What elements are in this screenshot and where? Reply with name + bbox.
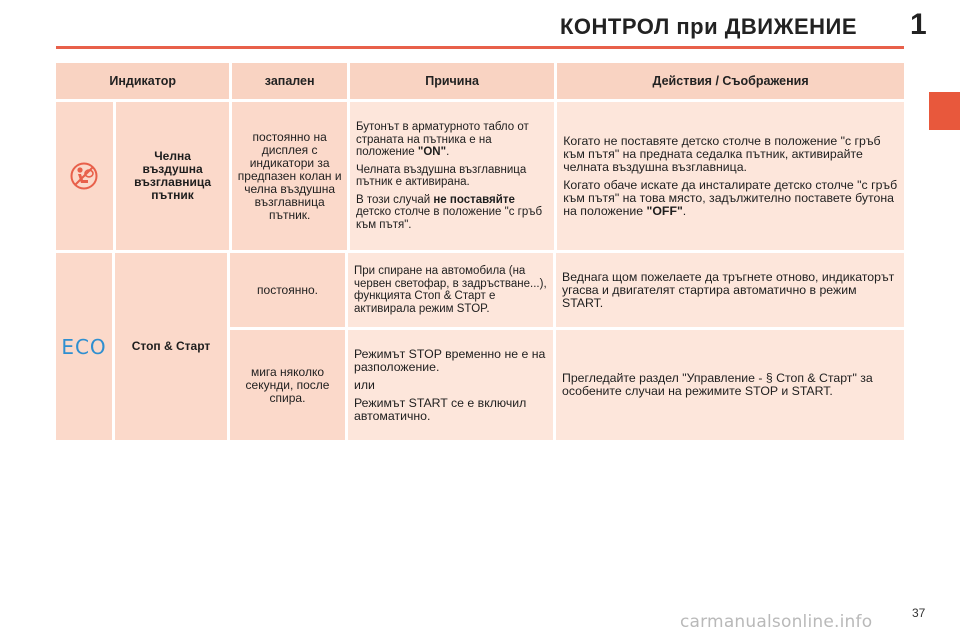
stopstart-cause-1: [348, 253, 553, 327]
airbag-cause-p1: Бутонът в арматурното табло от страната на пътника е на положение: [355, 121, 529, 158]
page-number: 37: [912, 606, 926, 620]
col-header-indicator: Индикатор: [56, 63, 229, 99]
stopstart-name: [115, 253, 227, 440]
airbag-name-line-3: възглавница: [134, 175, 212, 189]
airbag-action-p1: Когато не поставяте детско столче в положение "с гръб към пътя" на предната седалка пътник, активирайте челната въздушна възглавница.: [563, 133, 881, 174]
col-header-action: Действия / Съображения: [557, 63, 904, 99]
table-header-row: [56, 63, 904, 99]
stopstart-name-text: Стоп & Старт: [131, 339, 211, 353]
airbag-cause-p2: Челната въздушна възглавница пътник е активирана.: [355, 163, 527, 188]
airbag-cause: [350, 102, 554, 250]
airbag-name: [116, 102, 230, 250]
stopstart-action-1-text: Веднага щом пожелаете да тръгнете отново, индикаторът угасва и двигателят стартира автоматично в режим START.: [562, 269, 895, 310]
table-row-stopstart: [56, 253, 904, 440]
stopstart-cause-2-p3: Режимът START се е включил автоматично.: [354, 395, 527, 423]
airbag-lit-text: постоянно на дисплея с индикатори за предпазен колан и челна въздушна възглавница пътник.: [237, 129, 342, 222]
airbag-cause-p3: В този случай: [355, 193, 434, 206]
header-divider: [56, 46, 904, 49]
stopstart-cause-1-text: При спиране на автомобила (на червен светофар, в задръстване...), функцията Стоп & Старт е активирала режим STOP.: [354, 265, 547, 315]
airbag-cause-p3-end: детско столче в положение "с гръб към пътя".: [355, 206, 543, 231]
stopstart-cause-2: [348, 330, 553, 440]
airbag-action: [557, 102, 904, 250]
airbag-name-line-1: Челна: [154, 149, 191, 163]
stopstart-subrows: [230, 253, 904, 440]
airbag-cause-on: "ON": [417, 146, 447, 158]
stopstart-lit-2-text: мига няколко секунди, после спира.: [245, 364, 330, 405]
stopstart-lit-1: [230, 253, 345, 327]
eco-icon: ECO: [61, 334, 107, 359]
airbag-action-p2-end: .: [682, 203, 687, 218]
stopstart-subrow-2: [230, 330, 904, 440]
stopstart-lit-1-text: постоянно.: [257, 282, 318, 297]
watermark: carmanualsonline.info: [680, 612, 873, 632]
table-row-airbag: [56, 102, 904, 250]
airbag-cause-warning: не поставяйте: [433, 193, 515, 206]
stopstart-cause-2-p2: или: [354, 377, 375, 392]
airbag-action-p2: Когато обаче искате да инсталирате детско столче "с гръб към пътя" на това място, задължително поставете бутона на положение: [563, 177, 898, 218]
airbag-name-line-2: въздушна: [142, 162, 203, 176]
page-title: КОНТРОЛ при ДВИЖЕНИЕ: [560, 14, 858, 39]
chapter-number: 1: [910, 8, 927, 41]
stopstart-subrow-1: [230, 253, 904, 327]
col-header-cause: Причина: [350, 63, 554, 99]
airbag-action-off: "OFF": [646, 203, 683, 218]
airbag-lit: [232, 102, 347, 250]
stopstart-action-1: [556, 253, 904, 327]
airbag-name-line-4: пътник: [151, 188, 194, 202]
stopstart-action-2: [556, 330, 904, 440]
airbag-icon-cell: [56, 102, 113, 250]
eco-icon-cell: [56, 253, 112, 440]
stopstart-action-2-text: Прегледайте раздел "Управление - § Стоп & Старт" за особените случаи на режимите STOP и START.: [562, 371, 873, 398]
indicator-table: [56, 63, 904, 443]
stopstart-cause-2-p1: Режимът STOP временно не е на разположение.: [354, 346, 546, 374]
passenger-airbag-off-icon: [69, 161, 99, 191]
chapter-tab: [929, 92, 960, 130]
stopstart-lit-2: [230, 330, 345, 440]
col-header-lit: запален: [232, 63, 347, 99]
airbag-cause-p1-end: .: [446, 146, 450, 158]
